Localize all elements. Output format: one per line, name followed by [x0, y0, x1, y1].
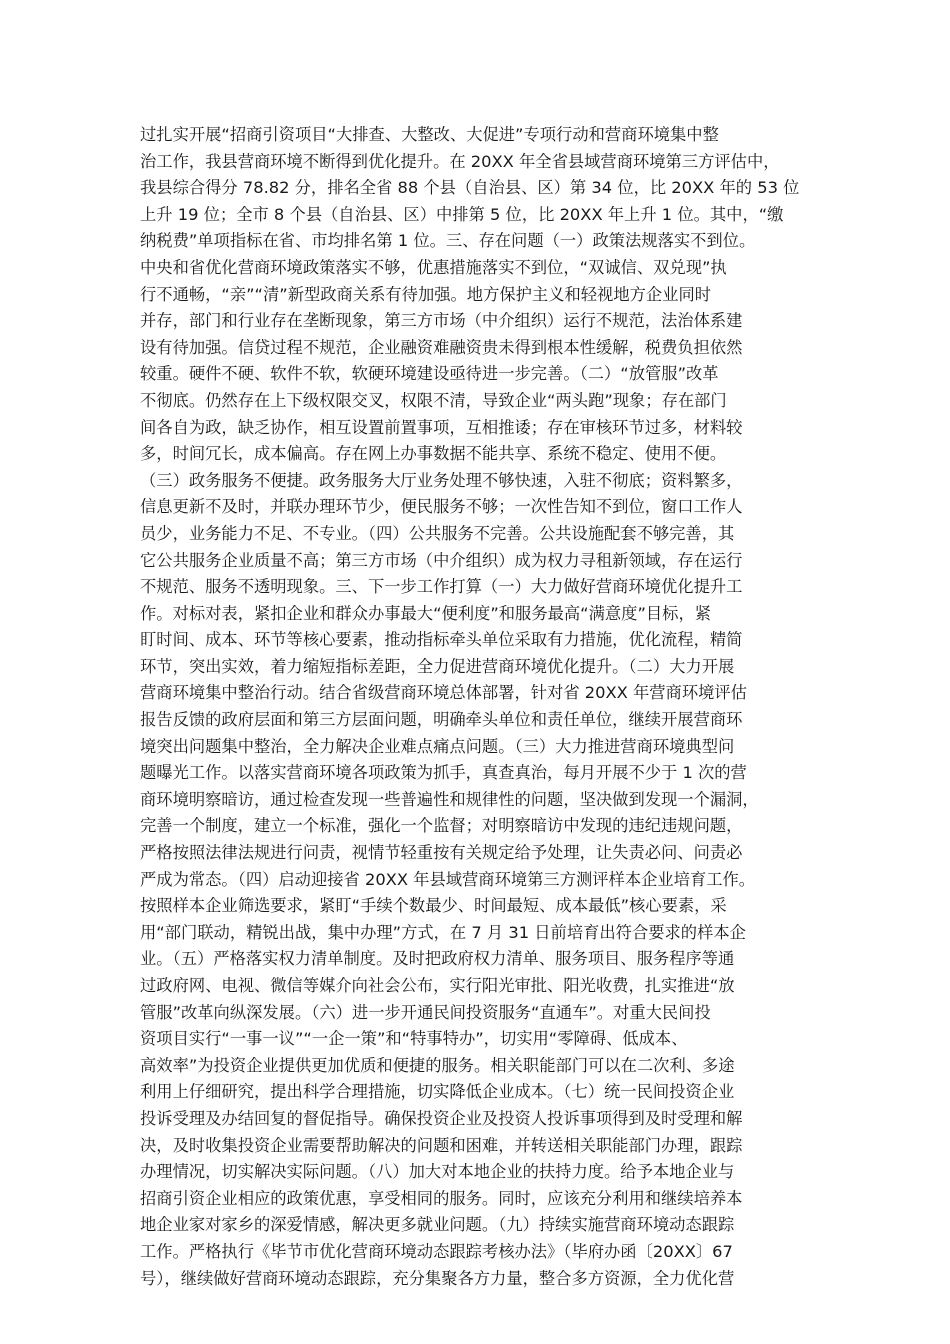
text-line: 号），继续做好营商环境动态跟踪，充分集聚各方力量，整合多方资源，全力优化营: [140, 1268, 735, 1288]
text-line: 环节，突出实效，着力缩短指标差距，全力促进营商环境优化提升。（二）大力开展: [140, 656, 735, 676]
text-line: 较重。硬件不硬、软件不软，软硬环境建设亟待进一步完善。（二）“放管服”改革: [140, 364, 719, 384]
text-line: 商环境明察暗访，通过检查发现一些普遍性和规律性的问题，坚决做到发现一个漏洞，: [140, 789, 759, 809]
text-line: 过扎实开展“招商引资项目“大排查、大整改、大促进”专项行动和营商环境集中整: [140, 125, 719, 144]
text-line: 用“部门联动，精锐出战，集中办理”方式，在 7 月 31 日前培育出符合要求的样本企: [140, 922, 746, 942]
text-line: 境突出问题集中整治，全力解决企业难点痛点问题。（三）大力推进营商环境典型问: [140, 736, 735, 756]
text-line: 间各自为政，缺乏协作，相互设置前置事项，互相推诿；存在审核环节过多，材料较: [140, 417, 743, 437]
text-line: 并存，部门和行业存在垄断现象，第三方市场（中介组织）运行不规范，法治体系建: [140, 311, 743, 331]
text-line: 报告反馈的政府层面和第三方层面问题，明确牵头单位和责任单位，继续开展营商环: [140, 710, 743, 730]
text-line: 上升 19 位；全市 8 个县（自治县、区）中排第 5 位，比 20XX 年上升 1 位。其中，“缴: [140, 204, 784, 224]
text-line: 严成为常态。（四）启动迎接省 20XX 年县域营商环境第三方测评样本企业培育工作。: [140, 869, 756, 889]
text-line: 不规范、服务不透明现象。三、下一步工作打算（一）大力做好营商环境优化提升工: [140, 577, 743, 597]
text-line: 管服”改革向纵深发展。（六）进一步开通民间投资服务“直通车”。对重大民间投: [140, 1002, 711, 1022]
text-line: 营商环境集中整治行动。结合省级营商环境总体部署，针对省 20XX 年营商环境评估: [140, 683, 747, 703]
body-text: [140, 122, 816, 1292]
text-line: 过政府网、电视、微信等媒介向社会公布，实行阳光审批、阳光收费，扎实推进“放: [140, 976, 735, 995]
text-line: 设有待加强。信贷过程不规范，企业融资难融资贵未得到根本性缓解，税费负担依然: [140, 337, 743, 357]
text-line: 办理情况，切实解决实际问题。（八）加大对本地企业的扶持力度。给予本地企业与: [140, 1162, 735, 1182]
text-line: 作。对标对表，紧扣企业和群众办事最大“便利度”和服务最高“满意度”目标，紧: [140, 603, 712, 623]
text-line: 它公共服务企业质量不高；第三方市场（中介组织）成为权力寻租新领域，存在运行: [140, 550, 743, 570]
text-line: （三）政务服务不便捷。政务服务大厅业务处理不够快速，入驻不彻底；资料繁多，: [140, 470, 743, 490]
text-line: 信息更新不及时，并联办理环节少，便民服务不够；一次性告知不到位，窗口工作人: [140, 497, 743, 517]
text-line: 治工作，我县营商环境不断得到优化提升。在 20XX 年全省县域营商环境第三方评估中，: [140, 151, 780, 171]
text-line: 纳税费”单项指标在省、市均排名第 1 位。三、存在问题（一）政策法规落实不到位。: [140, 231, 756, 251]
text-line: 地企业家对家乡的深爱情感，解决更多就业问题。（九）持续实施营商环境动态跟踪: [140, 1215, 735, 1235]
text-line: 员少，业务能力不足、不专业。（四）公共服务不完善。公共设施配套不够完善，其: [140, 523, 735, 543]
text-line: 不彻底。仍然存在上下级权限交叉，权限不清，导致企业“两头跑”现象；存在部门: [140, 390, 727, 410]
text-line: 多，时间冗长，成本偏高。存在网上办事数据不能共享、系统不稳定、使用不便。: [140, 444, 727, 464]
text-line: 严格按照法律法规进行问责，视情节轻重按有关规定给予处理，让失责必问、问责必: [140, 843, 743, 863]
text-line: 投诉受理及办结回复的督促指导。确保投资企业及投资人投诉事项得到及时受理和解: [140, 1108, 743, 1128]
text-line: 决，及时收集投资企业需要帮助解决的问题和困难，并转送相关职能部门办理，跟踪: [140, 1135, 743, 1155]
text-line: 行不通畅，“亲”“清”新型政商关系有待加强。地方保护主义和轻视地方企业同时: [140, 284, 712, 304]
text-line: 高效率”为投资企业提供更加优质和便捷的服务。相关职能部门可以在二次利、多途: [140, 1055, 735, 1075]
text-line: 我县综合得分 78.82 分，排名全省 88 个县（自治县、区）第 34 位，比 20XX 年的 53 位: [140, 178, 800, 198]
text-line: 招商引资企业相应的政策优惠，享受相同的服务。同时，应该充分利用和继续培养本: [140, 1188, 743, 1208]
text-line: 工作。严格执行《毕节市优化营商环境动态跟踪考核办法》（毕府办函〔20XX〕67: [140, 1241, 733, 1261]
text-line: 完善一个制度，建立一个标准，强化一个监督；对明察暗访中发现的违纪违规问题，: [140, 816, 743, 836]
text-line: 资项目实行“一事一议”“一企一策”和“特事特办”，切实用“零障碍、低成本、: [140, 1029, 688, 1049]
text-line: 题曝光工作。以落实营商环境各项政策为抓手，真查真治，每月开展不少于 1 次的营: [140, 763, 747, 783]
text-line: 业。（五）严格落实权力清单制度。及时把政府权力清单、服务项目、服务程序等通: [140, 949, 735, 969]
text-line: 盯时间、成本、环节等核心要素，推动指标牵头单位采取有力措施，优化流程，精简: [140, 630, 743, 650]
text-line: 中央和省优化营商环境政策落实不够，优惠措施落实不到位，“双诚信、双兑现”执: [140, 257, 727, 277]
text-line: 利用上仔细研究，提出科学合理措施，切实降低企业成本。（七）统一民间投资企业: [140, 1082, 735, 1102]
text-line: 按照样本企业筛选要求，紧盯“手续个数最少、时间最短、成本最低”核心要素，采: [140, 896, 727, 916]
